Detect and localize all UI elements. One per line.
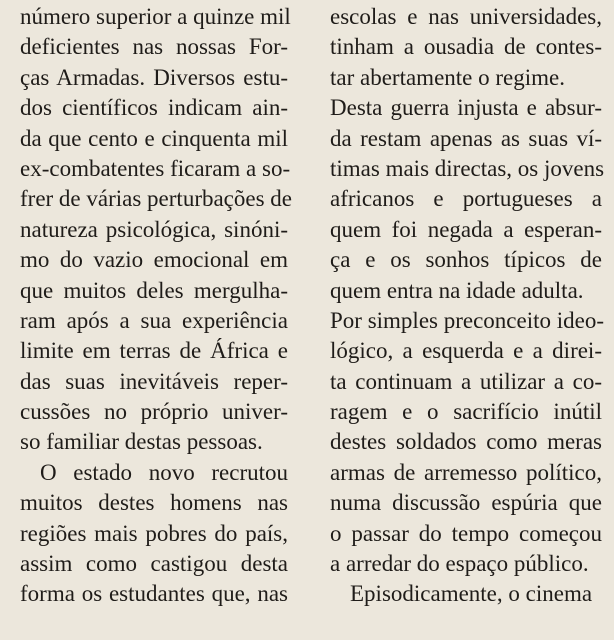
text-line: numa discussão espúria que: [330, 490, 602, 516]
text-line: quem foi negada a esperan-: [330, 216, 602, 242]
text-line: ça e os sonhos típicos de: [330, 247, 602, 273]
text-line: ram após a sua experiência: [20, 307, 288, 333]
paragraph-end-line: so familiar destas pessoas.: [20, 429, 263, 455]
text-line: da que cento e cinquenta mil: [20, 125, 288, 151]
right-column: [330, 2, 605, 610]
text-line: ças Armadas. Diversos estu-: [20, 64, 288, 90]
text-line: timas mais directas, os jovens: [330, 155, 605, 181]
text-line: lógico, a esquerda e a direi-: [330, 338, 602, 364]
text-line: africanos e portugueses a: [330, 186, 602, 212]
text-line: armas de arremesso político,: [330, 459, 602, 485]
text-line: escolas e nas universidades,: [330, 4, 602, 29]
text-line: tinham a ousadia de contes-: [330, 34, 602, 60]
text-line: número superior a quinze mil: [20, 4, 291, 29]
text-line: deficientes nas nossas For-: [20, 34, 288, 60]
text-line: que muitos deles mergulha-: [20, 277, 288, 303]
text-line: o passar do tempo começou: [330, 520, 602, 546]
text-line: mo do vazio emocional em: [20, 247, 288, 273]
text-line: ex-combatentes ficaram a so-: [20, 155, 291, 181]
text-line: dos científicos indicam ain-: [20, 95, 288, 121]
text-line: Por simples preconceito ideo-: [330, 307, 605, 333]
text-line: forma os estudantes que, nas: [20, 581, 288, 607]
text-line: assim como castigou desta: [20, 551, 288, 577]
text-line: da restam apenas as suas ví-: [330, 125, 602, 151]
left-column: [20, 2, 293, 610]
paragraph-end-line: tar abertamente o regime.: [330, 64, 565, 90]
paragraph-start-line: O estado novo recrutou: [40, 459, 288, 485]
text-line: frer de várias perturbações de: [20, 186, 293, 212]
paragraph-start-line: Episodicamente, o cinema: [350, 581, 593, 607]
text-line: cussões no próprio univer-: [20, 399, 288, 425]
text-line: natureza psicológica, sinóni-: [20, 216, 288, 242]
text-line: ta continuam a utilizar a co-: [330, 368, 602, 394]
text-line: ragem e o sacrifício inútil: [330, 399, 602, 425]
text-line: destes soldados como meras: [330, 429, 602, 455]
paragraph-end-line: quem entra na idade adulta.: [330, 277, 584, 303]
column-gutter: [303, 0, 304, 640]
paragraph-end-line: a arredar do espaço público.: [330, 551, 589, 577]
text-line: Desta guerra injusta e absur-: [330, 95, 602, 121]
text-line: das suas inevitáveis reper-: [20, 368, 288, 394]
text-line: regiões mais pobres do país,: [20, 520, 288, 546]
text-line: muitos destes homens nas: [20, 490, 288, 516]
text-line: limite em terras de África e: [20, 338, 288, 364]
